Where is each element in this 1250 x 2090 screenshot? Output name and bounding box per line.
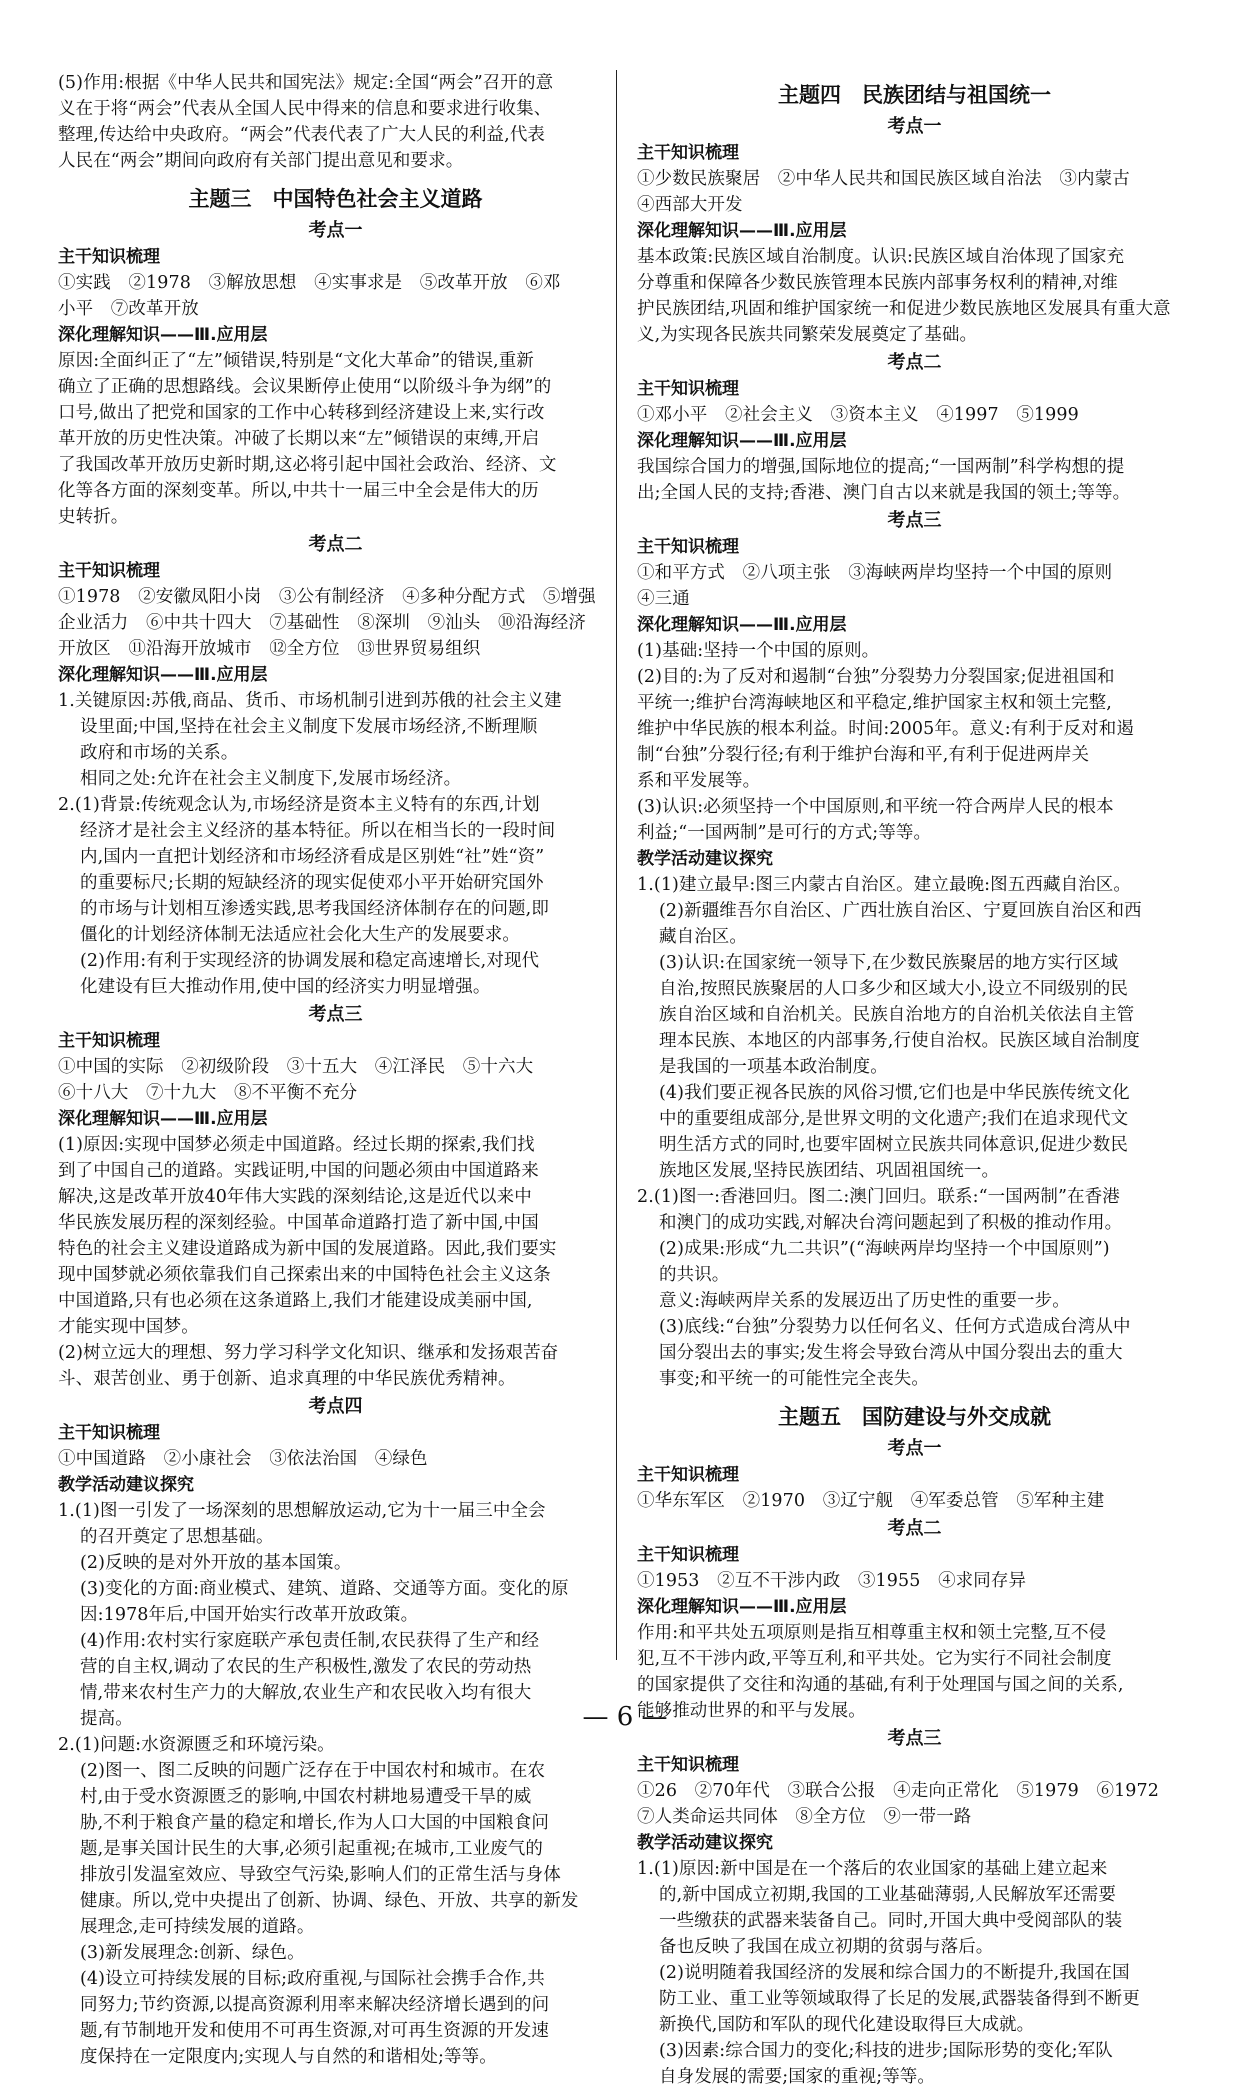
text-line: 度保持在一定限度内;实现人与自然的和谐相处;等等。 [80,2047,497,2067]
topic3-kp4-activity-2 [58,1732,613,2070]
text-line: 同努力;节约资源,以提高资源利用率来解决经济增长遇到的问 [80,1995,550,2015]
topic3-kp2-backbone-label: 主干知识梳理 [58,561,160,581]
page-number: — 6 — [582,1702,668,1732]
topic5-kp3-activity [637,1856,1192,2090]
topic5-kp3-backbone [637,1778,1192,1830]
topic3-kp2-backbone [58,584,613,662]
text-line: (2)成果:形成“九二共识”(“海峡两岸均坚持一个中国原则”) [659,1239,1110,1259]
text-line: 企业活力 ⑥中共十四大 ⑦基础性 ⑧深圳 ⑨汕头 ⑩沿海经济 [58,613,586,633]
right-column [637,70,1192,2087]
text-line: 的,新中国成立初期,我国的工业基础薄弱,人民解放军还需要 [659,1885,1116,1905]
topic5-kp1-title: 考点一 [887,1438,942,1459]
text-line: 2.(1)图一:香港回归。图二:澳门回归。联系:“一国两制”在香港 [637,1187,1120,1207]
topic3-kp4-title: 考点四 [308,1396,363,1417]
text-line: 的重要标尺;长期的短缺经济的现实促使邓小平开始研究国外 [80,873,544,893]
topic3-kp3-backbone [58,1054,613,1106]
text-line: 事变;和平统一的可能性完全丧失。 [659,1369,929,1389]
text-line: ①和平方式 ②八项主张 ③海峡两岸均坚持一个中国的原则 [637,563,1113,583]
text-line: 系和平发展等。 [637,771,761,791]
text-line: ⑥十八大 ⑦十九大 ⑧不平衡不充分 [58,1083,358,1103]
text-line: 能够推动世界的和平与发展。 [637,1701,866,1721]
text-line: 解决,这是改革开放40年伟大实践的深刻结论,这是近代以来中 [58,1187,532,1207]
text-line: 是我国的一项基本政治制度。 [659,1057,888,1077]
text-line: 1.(1)建立最早:图三内蒙古自治区。建立最晚:图五西藏自治区。 [637,875,1131,895]
text-line: (1)原因:实现中国梦必须走中国道路。经过长期的探索,我们找 [58,1135,535,1155]
text-line: 意义:海峡两岸关系的发展迈出了历史性的重要一步。 [659,1291,1070,1311]
text-line: 基本政策:民族区域自治制度。认识:民族区域自治体现了国家充 [637,247,1125,267]
text-line: (4)作用:农村实行家庭联产承包责任制,农民获得了生产和经 [80,1631,540,1651]
text-line: 华民族发展历程的深刻经验。中国革命道路打造了新中国,中国 [58,1213,539,1233]
topic5-kp1-backbone [637,1488,1192,1514]
topic4-activity-2 [637,1184,1192,1392]
topic3-kp3-understand [58,1132,613,1392]
text-line: 明生活方式的同时,也要牢固树立民族共同体意识,促进少数民 [659,1135,1128,1155]
text-line: (4)设立可持续发展的目标;政府重视,与国际社会携手合作,共 [80,1969,545,1989]
text-line: 中国道路,只有也必须在这条道路上,我们才能建设成美丽中国, [58,1291,533,1311]
text-line: 平统一;维护台湾海峡地区和平稳定,维护国家主权和领土完整, [637,693,1112,713]
topic4-kp1-title: 考点一 [887,116,942,137]
text-line: 护民族团结,巩固和维护国家统一和促进少数民族地区发展具有重大意 [637,299,1171,319]
text-line: ①中国道路 ②小康社会 ③依法治国 ④绿色 [58,1449,428,1469]
topic4-activity-label: 教学活动建议探究 [637,849,773,869]
topic5-kp2-backbone-label: 主干知识梳理 [637,1545,739,1565]
text-line: 情,带来农村生产力的大解放,农业生产和农民收入均有很大 [80,1683,532,1703]
text-line: 内,国内一直把计划经济和市场经济看成是区别姓“社”姓“资” [80,847,545,867]
text-line: 作用:和平共处五项原则是指互相尊重主权和领土完整,互不侵 [637,1623,1107,1643]
text-line: (2)反映的是对外开放的基本国策。 [80,1553,352,1573]
text-line: (2)新疆维吾尔自治区、广西壮族自治区、宁夏回族自治区和西 [659,901,1142,921]
text-line: 原因:全面纠正了“左”倾错误,特别是“文化大革命”的错误,重新 [58,351,534,371]
text-line: 义,为实现各民族共同繁荣发展奠定了基础。 [637,325,978,345]
topic3-kp4-backbone-label: 主干知识梳理 [58,1423,160,1443]
text-line: 1.(1)图一引发了一场深刻的思想解放运动,它为十一届三中全会 [58,1501,546,1521]
topic4-kp3-backbone [637,560,1192,612]
text-line: 备也反映了我国在成立初期的贫弱与落后。 [659,1937,994,1957]
topic5-kp2-backbone [637,1568,1192,1594]
topic3-kp2-title: 考点二 [308,534,363,555]
text-line: (1)基础:坚持一个中国的原则。 [637,641,880,661]
topic5-kp3-title: 考点三 [887,1728,942,1749]
text-line: 的市场与计划相互渗透实践,思考我国经济体制存在的问题,即 [80,899,549,919]
text-line: 族自治区域和自治机关。民族自治地方的自治机关依法自主管 [659,1005,1135,1025]
text-line: 斗、艰苦创业、勇于创新、追求真理的中华民族优秀精神。 [58,1369,516,1389]
text-line: 的国家提供了交往和沟通的基础,有利于处理国与国之间的关系, [637,1675,1124,1695]
text-line: ①华东军区 ②1970 ③辽宁舰 ④军委总管 ⑤军种主建 [637,1491,1105,1511]
topic5-kp2-understand-label: 深化理解知识——Ⅲ.应用层 [637,1597,847,1617]
text-line: 国分裂出去的事实;发生将会导致台湾从中国分裂出去的重大 [659,1343,1123,1363]
text-line: (3)因素:综合国力的变化;科技的进步;国际形势的变化;军队 [659,2041,1113,2061]
text-line: 相同之处:允许在社会主义制度下,发展市场经济。 [80,769,462,789]
text-line: ①1978 ②安徽凤阳小岗 ③公有制经济 ④多种分配方式 ⑤增强 [58,587,596,607]
topic4-title: 主题四 民族团结与祖国统一 [778,83,1051,107]
topic3-kp1-backbone [58,270,613,322]
text-line: 化建设有巨大推动作用,使中国的经济实力明显增强。 [80,977,491,997]
topic3-title: 主题三 中国特色社会主义道路 [188,187,483,211]
text-line: 维护中华民族的根本利益。时间:2005年。意义:有利于反对和遏 [637,719,1134,739]
topic4-kp1-understand [637,244,1192,348]
text-line: 营的自主权,调动了农民的生产积极性,激发了农民的劳动热 [80,1657,532,1677]
topic5-kp3-backbone-label: 主干知识梳理 [637,1755,739,1775]
text-line: 现中国梦就必须依靠我们自己探索出来的中国特色社会主义这条 [58,1265,551,1285]
topic4-kp3-title: 考点三 [887,510,942,531]
text-line: 藏自治区。 [659,927,747,947]
text-line: 防工业、重工业等领域取得了长足的发展,武器装备得到不断更 [659,1989,1140,2009]
text-line: 2.(1)问题:水资源匮乏和环境污染。 [58,1735,335,1755]
text-line: 的召开奠定了思想基础。 [80,1527,274,1547]
text-line: 开放区 ⑪沿海开放城市 ⑫全方位 ⑬世界贸易组织 [58,639,481,659]
text-line: 利益;“一国两制”是可行的方式;等等。 [637,823,932,843]
text-line: 胁,不利于粮食产量的稳定和增长,作为人口大国的中国粮食问 [80,1813,549,1833]
text-line: 题,是事关国计民生的大事,必须引起重视;在城市,工业废气的 [80,1839,543,1859]
text-line: ①邓小平 ②社会主义 ③资本主义 ④1997 ⑤1999 [637,405,1079,425]
topic3-kp4-backbone [58,1446,613,1472]
topic4-kp3-backbone-label: 主干知识梳理 [637,537,739,557]
text-line: ①26 ②70年代 ③联合公报 ④走向正常化 ⑤1979 ⑥1972 [637,1781,1160,1801]
text-line: (3)新发展理念:创新、绿色。 [80,1943,305,1963]
topic4-kp2-understand [637,454,1192,506]
text-line: 因:1978年后,中国开始实行改革开放政策。 [80,1605,419,1625]
text-line: 制“台独”分裂行径;有利于维护台海和平,有利于促进两岸关 [637,745,1090,765]
text-line: (4)我们要正视各民族的风俗习惯,它们也是中华民族传统文化 [659,1083,1130,1103]
text-line: ①实践 ②1978 ③解放思想 ④实事求是 ⑤改革开放 ⑥邓 [58,273,561,293]
topic3-kp3-title: 考点三 [308,1004,363,1025]
text-line: (3)认识:必须坚持一个中国原则,和平统一符合两岸人民的根本 [637,797,1114,817]
text-line: (2)说明随着我国经济的发展和综合国力的不断提升,我国在国 [659,1963,1130,1983]
topic3-kp2-understand-1 [58,688,613,792]
text-line: 一些缴获的武器来装备自己。同时,开国大典中受阅部队的装 [659,1911,1123,1931]
topic3-kp1-understand-label: 深化理解知识——Ⅲ.应用层 [58,325,268,345]
text-line: 自治,按照民族聚居的人口多少和区域大小,设立不同级别的民 [659,979,1128,999]
text-line: 经济才是社会主义经济的基本特征。所以在相当长的一段时间 [80,821,556,841]
text-line: ①中国的实际 ②初级阶段 ③十五大 ④江泽民 ⑤十六大 [58,1057,534,1077]
text-line: 设里面;中国,坚持在社会主义制度下发展市场经济,不断理顺 [80,717,538,737]
text-line: 族地区发展,坚持民族团结、巩固祖国统一。 [659,1161,1000,1181]
text-line: ①少数民族聚居 ②中华人民共和国民族区域自治法 ③内蒙古 [637,169,1130,189]
text-line: 才能实现中国梦。 [58,1317,199,1337]
text-line: (3)变化的方面:商业模式、建筑、道路、交通等方面。变化的原 [80,1579,569,1599]
text-line: 化等各方面的深刻变革。所以,中共十一届三中全会是伟大的历 [58,481,539,501]
text-line: 展理念,走可持续发展的道路。 [80,1917,315,1937]
text-line: 中的重要组成部分,是世界文明的文化遗产;我们在追求现代文 [659,1109,1129,1129]
text-line: (2)目的:为了反对和遏制“台独”分裂势力分裂国家;促进祖国和 [637,667,1115,687]
column-divider [616,70,617,1660]
topic3-kp3-backbone-label: 主干知识梳理 [58,1031,160,1051]
text-line: 健康。所以,党中央提出了创新、协调、绿色、开放、共享的新发 [80,1891,579,1911]
text-line: 革开放的历史性决策。冲破了长期以来“左”倾错误的束缚,开启 [58,429,540,449]
topic5-kp1-backbone-label: 主干知识梳理 [637,1465,739,1485]
intro-block [58,70,613,174]
text-line: 1.(1)原因:新中国是在一个落后的农业国家的基础上建立起来 [637,1859,1108,1879]
text-line: 和澳门的成功实践,对解决台湾问题起到了积极的推动作用。 [659,1213,1123,1233]
text-line: 理本民族、本地区的内部事务,行使自治权。民族区域自治制度 [659,1031,1140,1051]
text-line: 僵化的计划经济体制无法适应社会化大生产的发展要求。 [80,925,520,945]
text-line: 口号,做出了把党和国家的工作中心转移到经济建设上来,实行改 [58,403,545,423]
topic3-kp2-understand-2 [58,792,613,1000]
text-line: 整理,传达给中央政府。“两会”代表代表了广大人民的利益,代表 [58,125,546,145]
text-line: 政府和市场的关系。 [80,743,239,763]
topic3-kp4-activity-label: 教学活动建议探究 [58,1475,194,1495]
text-line: (3)底线:“台独”分裂势力以任何名义、任何方式造成台湾从中 [659,1317,1131,1337]
text-line: (2)图一、图二反映的问题广泛存在于中国农村和城市。在农 [80,1761,546,1781]
text-line: 2.(1)背景:传统观念认为,市场经济是资本主义特有的东西,计划 [58,795,540,815]
text-line: ④三通 [637,589,690,609]
text-line: 1.关键原因:苏俄,商品、货币、市场机制引进到苏俄的社会主义建 [58,691,562,711]
topic4-kp3-understand-label: 深化理解知识——Ⅲ.应用层 [637,615,847,635]
text-line: 到了中国自己的道路。实践证明,中国的问题必须由中国道路来 [58,1161,539,1181]
topic4-kp2-backbone-label: 主干知识梳理 [637,379,739,399]
text-line: 出;全国人民的支持;香港、澳门自古以来就是我国的领土;等等。 [637,483,1131,503]
text-line: 犯,互不干涉内政,平等互利,和平共处。它为实行不同社会制度 [637,1649,1112,1669]
text-line: ①1953 ②互不干涉内政 ③1955 ④求同存异 [637,1571,1027,1591]
text-line: 我国综合国力的增强,国际地位的提高;“一国两制”科学构想的提 [637,457,1125,477]
topic5-kp3-activity-label: 教学活动建议探究 [637,1833,773,1853]
topic5-kp2-title: 考点二 [887,1518,942,1539]
text-line: 了我国改革开放历史新时期,这必将引起中国社会政治、经济、文 [58,455,557,475]
text-line: 义在于将“两会”代表从全国人民中得来的信息和要求进行收集、 [58,99,552,119]
topic4-kp2-understand-label: 深化理解知识——Ⅲ.应用层 [637,431,847,451]
topic4-kp2-title: 考点二 [887,352,942,373]
topic3-kp1-understand [58,348,613,530]
text-line: 小平 ⑦改革开放 [58,299,199,319]
text-line: 特色的社会主义建设道路成为新中国的发展道路。因此,我们要实 [58,1239,557,1259]
topic3-kp1-backbone-label: 主干知识梳理 [58,247,160,267]
topic5-title: 主题五 国防建设与外交成就 [778,1405,1051,1429]
topic4-kp2-backbone [637,402,1192,428]
text-line: 确立了正确的思想路线。会议果断停止使用“以阶级斗争为纲”的 [58,377,552,397]
topic4-kp1-understand-label: 深化理解知识——Ⅲ.应用层 [637,221,847,241]
text-line: ⑦人类命运共同体 ⑧全方位 ⑨一带一路 [637,1807,972,1827]
text-line: (5)作用:根据《中华人民共和国宪法》规定:全国“两会”召开的意 [58,73,554,93]
topic4-kp1-backbone-label: 主干知识梳理 [637,143,739,163]
topic3-kp1-title: 考点一 [308,220,363,241]
topic3-kp2-understand-label: 深化理解知识——Ⅲ.应用层 [58,665,268,685]
topic3-kp4-activity-1 [58,1498,613,1732]
text-line: 分尊重和保障各少数民族管理本民族内部事务权利的精神,对维 [637,273,1118,293]
text-line: 的共识。 [659,1265,730,1285]
left-column [58,70,613,2067]
text-line: 史转折。 [58,507,129,527]
text-line: ④西部大开发 [637,195,743,215]
text-line: 自身发展的需要;国家的重视;等等。 [659,2067,935,2087]
text-line: 排放引发温室效应、导致空气污染,影响人们的正常生活与身体 [80,1865,561,1885]
text-line: (2)树立远大的理想、努力学习科学文化知识、继承和发扬艰苦奋 [58,1343,559,1363]
text-line: (2)作用:有利于实现经济的协调发展和稳定高速增长,对现代 [80,951,540,971]
text-line: 题,有节制地开发和使用不可再生资源,对可再生资源的开发速 [80,2021,549,2041]
topic4-kp3-understand [637,638,1192,846]
topic4-kp1-backbone [637,166,1192,218]
topic4-activity-1 [637,872,1192,1184]
text-line: 人民在“两会”期间向政府有关部门提出意见和要求。 [58,151,464,171]
text-line: (3)认识:在国家统一领导下,在少数民族聚居的地方实行区域 [659,953,1119,973]
text-line: 村,由于受水资源匮乏的影响,中国农村耕地易遭受干旱的威 [80,1787,532,1807]
text-line: 提高。 [80,1709,133,1729]
text-line: 新换代,国防和军队的现代化建设取得巨大成就。 [659,2015,1035,2035]
topic3-kp3-understand-label: 深化理解知识——Ⅲ.应用层 [58,1109,268,1129]
